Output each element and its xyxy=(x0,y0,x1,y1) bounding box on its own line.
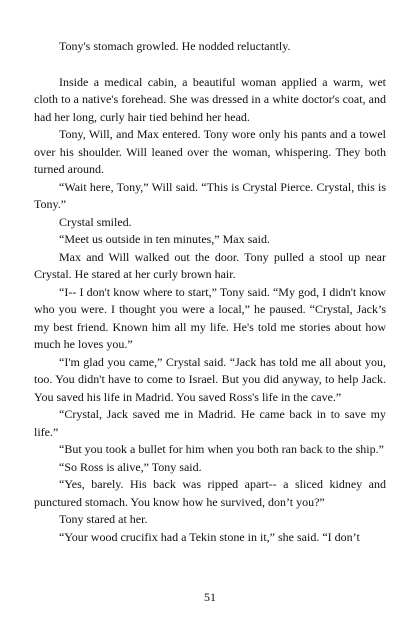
page-number: 51 xyxy=(204,590,216,604)
paragraph: “I-- I don't know where to start,” Tony said. “My god, I didn't know who you were. I thought you were a local,” he paused. “Crystal, Jack’s my best friend. Known him all my life. He's told me stories about how much he loves you.” xyxy=(34,284,386,351)
paragraph: “Wait here, Tony,” Will said. “This is Crystal Pierce. Crystal, this is Tony.” xyxy=(34,179,386,211)
paragraph: Crystal smiled. xyxy=(59,214,132,229)
paragraph: “Your wood crucifix had a Tekin stone in it,” she said. “I don’t xyxy=(59,529,360,544)
paragraph: Max and Will walked out the door. Tony pulled a stool up near Crystal. He stared at her curly brown hair. xyxy=(34,249,386,281)
paragraph: “But you took a bullet for him when you both ran back to the ship.” xyxy=(59,442,384,456)
paragraph: “I'm glad you came,” Crystal said. “Jack has told me all about you, too. You didn't have to come to Israel. But you did anyway, to help Jack. You saved his life in Madrid. You saved Ross's life in the cave.” xyxy=(34,354,386,404)
paragraph: Inside a medical cabin, a beautiful woman applied a warm, wet cloth to a native's forehead. She was dressed in a white doctor's coat, and had her long, curly hair tied behind her head. xyxy=(34,74,386,124)
paragraph: “So Ross is alive,” Tony said. xyxy=(59,459,202,474)
paragraph: “Yes, barely. His back was ripped apart-- a sliced kidney and punctured stomach. You know how he survived, don’t you?” xyxy=(34,477,386,509)
paragraph: “Meet us outside in ten minutes,” Max said. xyxy=(59,232,270,246)
paragraph: “Crystal, Jack saved me in Madrid. He came back in to save my life.” xyxy=(34,407,386,439)
paragraph: Tony's stomach growled. He nodded reluctantly. xyxy=(59,39,291,53)
paragraph: Tony stared at her. xyxy=(59,512,148,526)
body-text xyxy=(34,38,386,546)
paragraph: Tony, Will, and Max entered. Tony wore only his pants and a towel over his shoulder. Will leaned over the woman, whispering. They both turned around. xyxy=(34,127,386,176)
